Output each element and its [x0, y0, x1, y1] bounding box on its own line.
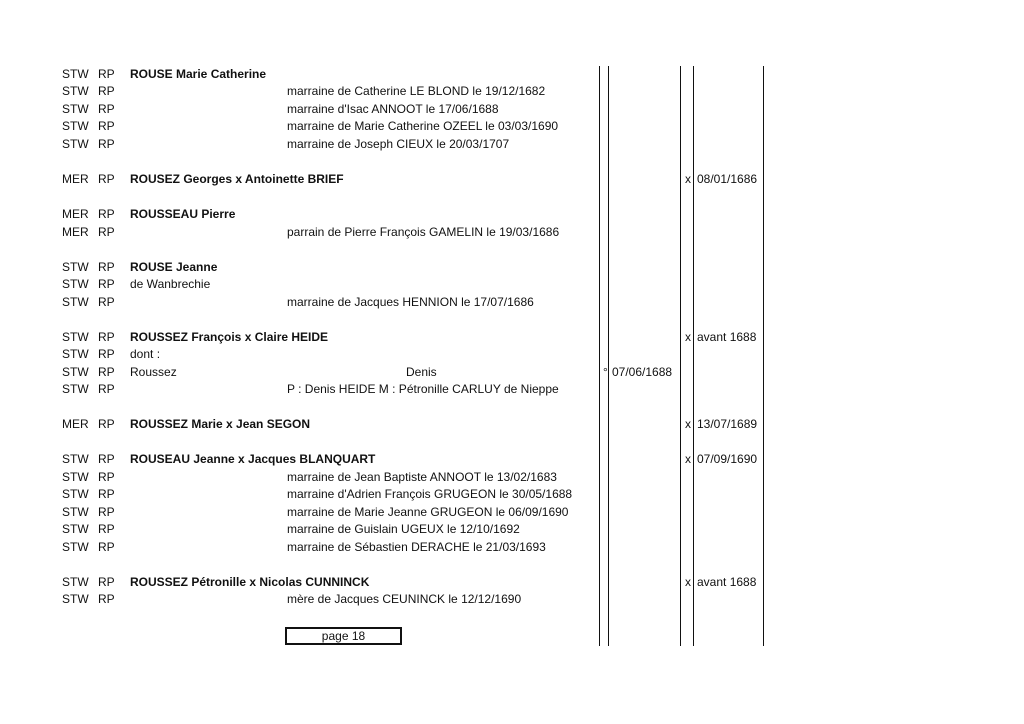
- location-code: MER: [62, 207, 89, 221]
- source-code: RP: [98, 295, 115, 309]
- marriage-date: avant 1688: [697, 330, 757, 344]
- page-number-box: [285, 627, 402, 645]
- record-detail: parrain de Pierre François GAMELIN le 19/03/1686: [287, 225, 560, 239]
- location-code: STW: [62, 470, 89, 484]
- source-code: RP: [98, 382, 115, 396]
- location-code: STW: [62, 505, 89, 519]
- record-detail: marraine de Marie Jeanne GRUGEON le 06/09/1690: [287, 505, 569, 519]
- record-detail: marraine de Marie Catherine OZEEL le 03/03/1690: [287, 119, 559, 133]
- marriage-mark: x: [685, 575, 691, 589]
- first-name: Denis: [406, 365, 437, 379]
- source-code: RP: [98, 417, 115, 431]
- marriage-date: avant 1688: [697, 575, 757, 589]
- location-code: STW: [62, 382, 89, 396]
- birth-mark: °: [603, 365, 608, 379]
- location-code: STW: [62, 365, 89, 379]
- location-code: STW: [62, 487, 89, 501]
- source-code: RP: [98, 260, 115, 274]
- source-code: RP: [98, 84, 115, 98]
- source-code: RP: [98, 505, 115, 519]
- column-divider: [608, 66, 609, 646]
- column-divider: [599, 66, 600, 646]
- marriage-date: 08/01/1686: [697, 172, 758, 186]
- person-name: Roussez: [130, 365, 177, 379]
- location-code: STW: [62, 540, 89, 554]
- column-divider: [763, 66, 764, 646]
- marriage-mark: x: [685, 417, 691, 431]
- column-divider: [680, 66, 681, 646]
- person-name: ROUSE Marie Catherine: [130, 67, 267, 81]
- location-code: STW: [62, 330, 89, 344]
- source-code: RP: [98, 137, 115, 151]
- marriage-mark: x: [685, 452, 691, 466]
- record-detail: marraine de Catherine LE BLOND le 19/12/1682: [287, 84, 546, 98]
- location-code: STW: [62, 295, 89, 309]
- marriage-date: 13/07/1689: [697, 417, 758, 431]
- person-name: ROUSEAU Jeanne x Jacques BLANQUART: [130, 452, 376, 466]
- record-detail: marraine d'Adrien François GRUGEON le 30/05/1688: [287, 487, 573, 501]
- person-name: ROUSEZ Georges x Antoinette BRIEF: [130, 172, 344, 186]
- location-code: STW: [62, 575, 89, 589]
- location-code: STW: [62, 67, 89, 81]
- marriage-date: 07/09/1690: [697, 452, 758, 466]
- column-divider: [693, 66, 694, 646]
- marriage-mark: x: [685, 172, 691, 186]
- location-code: STW: [62, 347, 89, 361]
- record-detail: mère de Jacques CEUNINCK le 12/12/1690: [287, 592, 522, 606]
- location-code: STW: [62, 452, 89, 466]
- record-detail: marraine de Joseph CIEUX le 20/03/1707: [287, 137, 510, 151]
- location-code: STW: [62, 119, 89, 133]
- record-detail: marraine d'Isac ANNOOT le 17/06/1688: [287, 102, 499, 116]
- location-code: STW: [62, 592, 89, 606]
- location-code: STW: [62, 137, 89, 151]
- source-code: RP: [98, 575, 115, 589]
- source-code: RP: [98, 119, 115, 133]
- birth-date: 07/06/1688: [612, 365, 673, 379]
- record-detail: marraine de Jacques HENNION le 17/07/1686: [287, 295, 534, 309]
- location-code: MER: [62, 225, 89, 239]
- location-code: STW: [62, 260, 89, 274]
- person-name: ROUSSEZ Marie x Jean SEGON: [130, 417, 311, 431]
- source-code: RP: [98, 522, 115, 536]
- source-code: RP: [98, 487, 115, 501]
- record-detail: marraine de Jean Baptiste ANNOOT le 13/02/1683: [287, 470, 557, 484]
- location-code: STW: [62, 102, 89, 116]
- person-name: ROUSSEZ François x Claire HEIDE: [130, 330, 329, 344]
- person-name: de Wanbrechie: [130, 277, 211, 291]
- source-code: RP: [98, 540, 115, 554]
- source-code: RP: [98, 277, 115, 291]
- location-code: STW: [62, 522, 89, 536]
- person-name: ROUSE Jeanne: [130, 260, 218, 274]
- page-number-label: page 18: [321, 629, 366, 643]
- source-code: RP: [98, 365, 115, 379]
- location-code: MER: [62, 172, 89, 186]
- source-code: RP: [98, 225, 115, 239]
- source-code: RP: [98, 67, 115, 81]
- source-code: RP: [98, 347, 115, 361]
- source-code: RP: [98, 207, 115, 221]
- source-code: RP: [98, 102, 115, 116]
- person-name: dont :: [130, 347, 161, 361]
- source-code: RP: [98, 592, 115, 606]
- person-name: ROUSSEAU Pierre: [130, 207, 236, 221]
- source-code: RP: [98, 452, 115, 466]
- record-detail: marraine de Sébastien DERACHE le 21/03/1693: [287, 540, 546, 554]
- record-detail: marraine de Guislain UGEUX le 12/10/1692: [287, 522, 520, 536]
- location-code: STW: [62, 277, 89, 291]
- source-code: RP: [98, 470, 115, 484]
- person-name: ROUSSEZ Pétronille x Nicolas CUNNINCK: [130, 575, 370, 589]
- source-code: RP: [98, 330, 115, 344]
- marriage-mark: x: [685, 330, 691, 344]
- location-code: MER: [62, 417, 89, 431]
- source-code: RP: [98, 172, 115, 186]
- record-detail: P : Denis HEIDE M : Pétronille CARLUY de Nieppe: [287, 382, 559, 396]
- location-code: STW: [62, 84, 89, 98]
